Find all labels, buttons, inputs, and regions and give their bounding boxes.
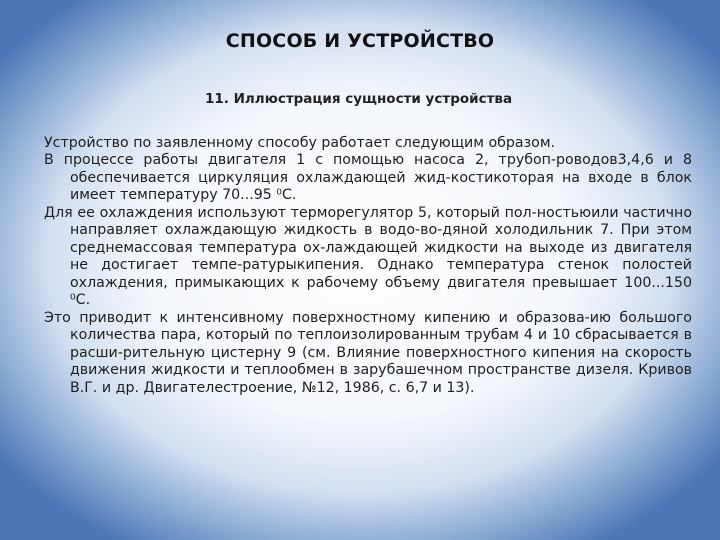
paragraph-circulation: В процессе работы двигателя 1 с помощью насоса 2, трубоп-роводов3,4,6 и 8 обеспечивается циркуляция охлаждающей жид-костикоторая на входе в блок имеет температуру 70...95 ⁰С. xyxy=(44,152,692,204)
slide-body xyxy=(44,135,692,397)
paragraph-boiling: Это приводит к интенсивному поверхностному кипению и образова-ию большого количества пара, который по теплоизолированным трубам 4 и 10 сбрасывается в расши-рительную цистерну 9 (см. Влияние поверхностного кипения на скорость движения жидкости и теплообмен в зарубашечном пространстве дизеля. Кривов В.Г. и др. Двигателестроение, №12, 1986, с. 6,7 и 13). xyxy=(44,309,692,396)
intro-paragraph: Устройство по заявленному способу работает следующим образом. xyxy=(44,135,556,151)
paragraph-cooling: Для ее охлаждения используют терморегулятор 5, который пол-ностьюили частично направляет охлаждающую жидкость в водо-во-дяной холодильник 7. При этом среднемассовая температура ох-лаждающей жидкости на выходе из двигателя не достигает темпе-ратурыкипения. Однако температура стенок полостей охлаждения, примыкающих к рабочему объему двигателя превышает 100...150 ⁰С. xyxy=(44,204,692,309)
slide-subtitle: 11. Иллюстрация сущности устройства xyxy=(205,91,513,107)
slide-title: СПОСОБ И УСТРОЙСТВО xyxy=(225,30,495,52)
